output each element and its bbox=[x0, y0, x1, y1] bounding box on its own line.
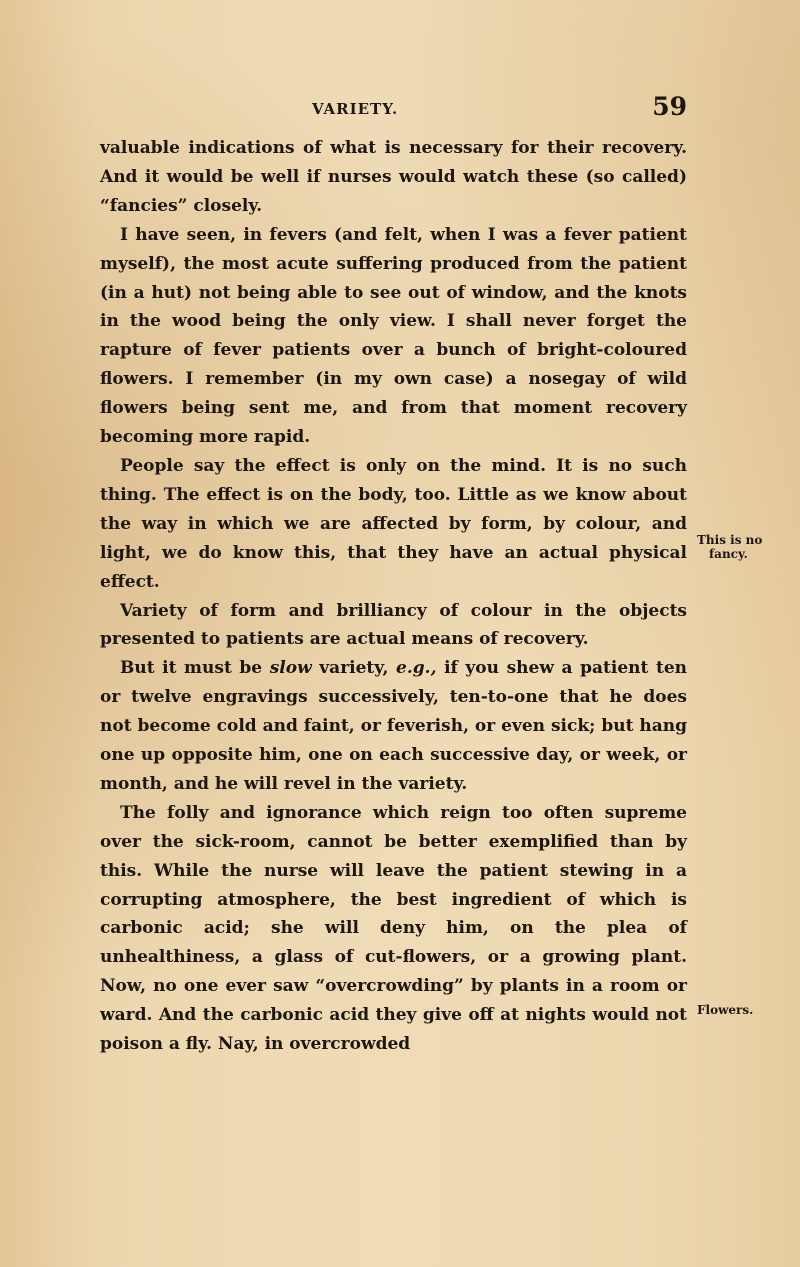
running-head bbox=[100, 92, 687, 126]
margin-note-flowers: Flowers. bbox=[697, 1003, 754, 1017]
paragraph-5-emphasis-eg: e.g., bbox=[396, 658, 437, 679]
margin-note-fancy-line1: This is no bbox=[697, 533, 763, 547]
margin-note-fancy bbox=[697, 533, 787, 561]
paragraph-6: The folly and ignorance which reign too often supreme over the sick-room, cannot be better exemplified than by this. While the nurse will leave the patient stewing in a corrupting atmosphere, the best ingredient of which is carbonic acid; she will deny him, on the plea of unhealthiness, a glass of cut-flowers, or a growing plant. Now, no one ever saw “overcrowding” by plants in a room or ward. And the carbonic acid they give off at nights would not poison a fly. Nay, in overcrowded bbox=[100, 802, 687, 1055]
paragraph-5-text-after: if you shew a patient ten or twelve engravings successively, ten-to-one that he does not become cold and faint, or feverish, or even sick; but hang one up opposite him, one on each successive day, or week, or month, and he will revel in the variety. bbox=[100, 658, 688, 794]
paragraph-4: Variety of form and brilliancy of colour in the objects presented to patients are actual means of recovery. bbox=[100, 600, 687, 650]
paragraph-3: People say the effect is only on the mind. It is no such thing. The effect is on the body, too. Little as we know about the way in which we are affected by form, by colour, and light, we do know this, that they have an actual physical effect. bbox=[100, 455, 687, 592]
running-title: VARIETY. bbox=[312, 100, 399, 118]
paragraph-5 bbox=[100, 654, 687, 799]
margin-note-fancy-line2: fancy. bbox=[709, 547, 748, 561]
paragraph-1: valuable indications of what is necessary for their recovery. And it would be well if nurses would watch these (so called) “fancies” closely. bbox=[100, 138, 687, 216]
paragraph-5-text-before: But it must be bbox=[120, 658, 270, 679]
page-number: 59 bbox=[652, 92, 687, 121]
body-text bbox=[100, 134, 687, 1059]
paragraph-5-emphasis-slow: slow bbox=[269, 658, 312, 679]
paragraph-2: I have seen, in fevers (and felt, when I was a fever patient myself), the most acute suffering produced from the patient (in a hut) not being able to see out of window, and the knots in the wood being the only view. I shall never forget the rapture of fever patients over a bunch of bright-coloured flowers. I remember (in my own case) a nosegay of wild flowers being sent me, and from that moment recovery becoming more rapid. bbox=[100, 224, 687, 448]
paragraph-5-text-middle: variety, bbox=[311, 658, 397, 679]
